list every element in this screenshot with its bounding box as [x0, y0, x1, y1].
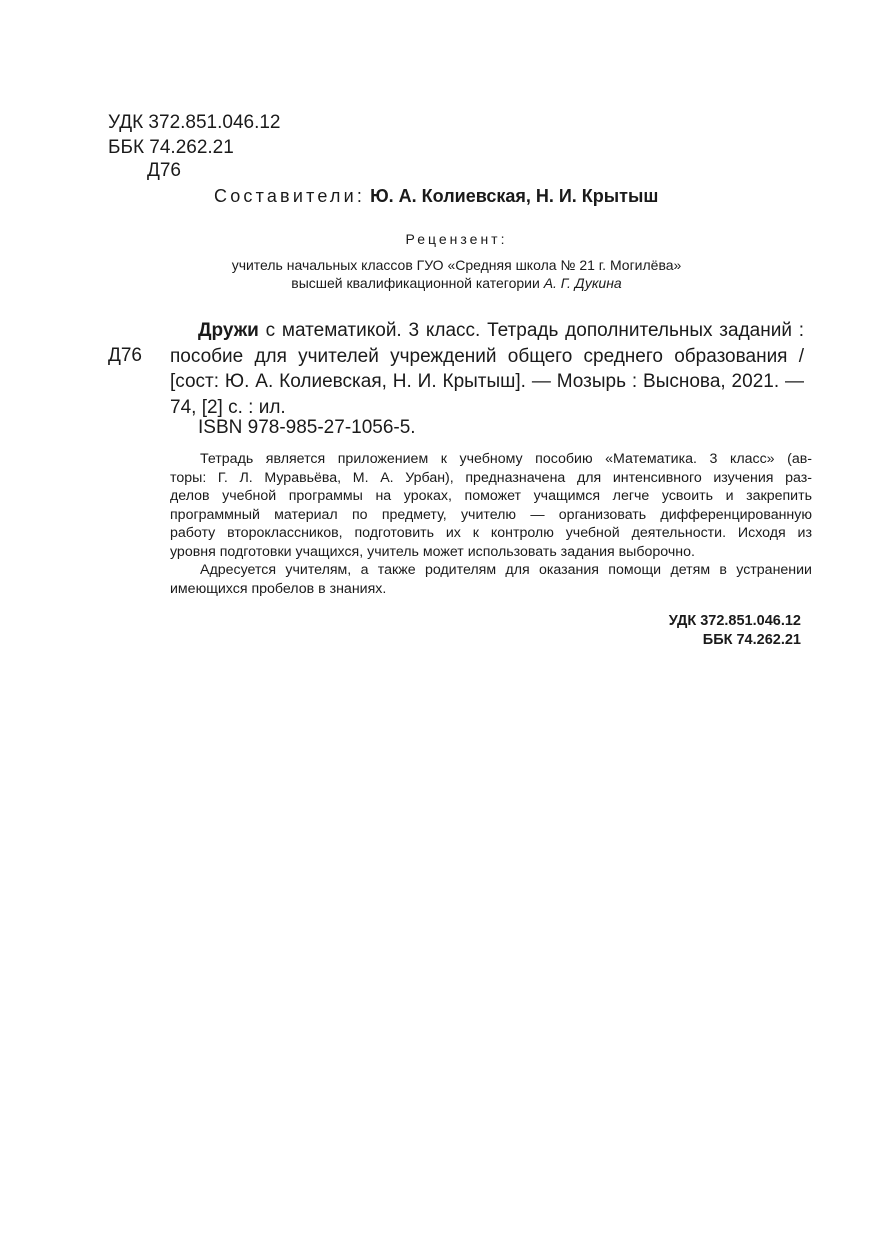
book-title-bold: Дружи [198, 320, 259, 341]
bib-line-3: [сост: Ю. А. Колиевская, Н. И. Крытыш]. — Мозырь : Выснова, 2021. — [170, 371, 804, 392]
bib-line-2: пособие для учителей учреждений общего среднего образования / [170, 345, 804, 367]
reviewer-category [0, 274, 877, 292]
bib-line-4: 74, [2] с. : ил. [170, 396, 286, 418]
compilers-names: Ю. А. Колиевская, Н. И. Крытыш [370, 186, 659, 206]
annotation-line: делов учебной программы на уроках, поможет учащимся легче усвоить и закрепить [170, 488, 812, 504]
bbk-code-bottom: ББК 74.262.21 [702, 632, 801, 648]
annotation-line: уровня подготовки учащихся, учитель может использовать задания выборочно. [170, 543, 695, 560]
annotation-line: имеющихся пробелов в знаниях. [170, 580, 387, 597]
reviewer-name: А. Г. Дукина [543, 275, 622, 291]
annotation-line: работу второклассников, подготовить их к контролю учебной деятельности. Исходя из [170, 525, 812, 541]
compilers-line [214, 184, 658, 208]
annotation-line: Тетрадь является приложением к учебному пособию «Математика. 3 класс» (ав- [200, 451, 812, 467]
bib-line-1 [170, 318, 804, 344]
isbn: ISBN 978-985-27-1056-5. [198, 417, 416, 438]
udk-code-top: УДК 372.851.046.12 [108, 112, 281, 133]
book-title-rest: с математикой. 3 класс. Тетрадь дополнительных заданий : [265, 320, 805, 341]
bibliographic-record [170, 318, 804, 420]
author-code-top: Д76 [147, 160, 182, 181]
annotation [170, 450, 812, 598]
author-code-left: Д76 [108, 345, 143, 366]
bbk-code-top: ББК 74.262.21 [108, 137, 234, 158]
annotation-line: торы: Г. Л. Муравьёва, М. А. Урбан), предназначена для интенсивного изучения раз- [170, 469, 812, 486]
compilers-label: Составители: [214, 186, 366, 206]
reviewer-position: учитель начальных классов ГУО «Средняя школа № 21 г. Могилёва» [231, 257, 682, 273]
reviewer-label: Рецензент: [405, 231, 508, 247]
annotation-line: программный материал по предмету, учителю — организовать дифференцированную [170, 506, 812, 523]
annotation-line: Адресуется учителям, а также родителям для оказания помощи детям в устранении [200, 562, 812, 578]
udk-code-bottom: УДК 372.851.046.12 [668, 613, 801, 629]
reviewer-category-text: высшей квалификационной категории [291, 275, 540, 291]
